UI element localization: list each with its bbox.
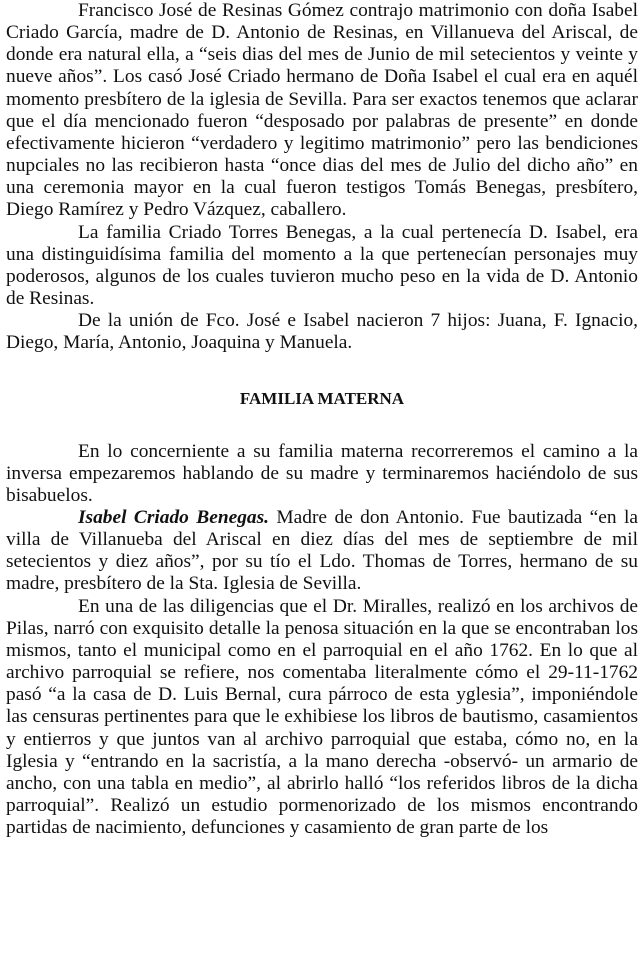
paragraph-marriage: Francisco José de Resinas Gómez contrajo matrimonio con doña Isabel Criado García, madre de D. Antonio de Resinas, en Villanueva del Ariscal, de donde era natural ella, a “seis dias del mes de Junio de mil setecientos y veinte y nueve años”. Los casó José Criado hermano de Doña Isabel el cual era en aquél momento presbítero de la iglesia de Sevilla. Para ser exactos tenemos que aclarar que el día mencionado fueron “desposado por palabras de presente” en donde efectivamente hicieron “verdadero y legitimo matrimonio” pero las bendiciones nupciales no las recibieron hasta “once dias del mes de Julio del dicho año” en una ceremonia mayor en la cual fueron testigos Tomás Benegas, presbítero, Diego Ramírez y Pedro Vázquez, caballero. [6, 0, 638, 221]
paragraph-maternal-intro: En lo concerniente a su familia materna recorreremos el camino a la inversa empezaremos hablando de su madre y terminaremos haciéndolo de sus bisabuelos. [6, 440, 638, 506]
isabel-text: Madre de don Antonio. Fue bautizada “en la villa de Villanueba del Ariscal en diez días del mes de septiembre de mil setecientos y diez años”, por su tío el Ldo. Thomas de Torres, hermano de su madre, presbítero de la Sta. Iglesia de Sevilla. [6, 506, 638, 595]
paragraph-children: De la unión de Fco. José e Isabel nacieron 7 hijos: Juana, F. Ignacio, Diego, María, Antonio, Joaquina y Manuela. [6, 310, 638, 354]
document-page [6, 0, 638, 839]
paragraph-family: La familia Criado Torres Benegas, a la cual pertenecía D. Isabel, era una distinguidísima familia del momento a la que pertenecían personajes muy poderosos, algunos de los cuales tuvieron mucho peso en la vida de D. Antonio de Resinas. [6, 221, 638, 310]
section-heading: FAMILIA MATERNA [239, 388, 405, 408]
isabel-name: Isabel Criado Benegas. [78, 506, 269, 528]
paragraph-isabel [6, 507, 638, 596]
paragraph-archive: En una de las diligencias que el Dr. Miralles, realizó en los archivos de Pilas, narró con exquisito detalle la penosa situación en la que se encontraban los mismos, tanto el municipal como en el parroquial en el año 1762. En lo que al archivo parroquial se refiere, nos comentaba literalmente cómo el 29-11-1762 pasó “a la casa de D. Luis Bernal, cura párroco de esta yglesia”, imponiéndole las censuras pertinentes para que le exhibiese los libros de bautismo, casamientos y entierros y que juntos van al archivo parroquial que estaba, cómo no, en la Iglesia y “entrando en la sacristía, a la mano derecha -observó- un armario de ancho, con una tabla en medio”, al abrirlo halló “los referidos libros de la dicha parroquial”. Realizó un estudio pormenorizado de los mismos encontrando partidas de nacimiento, defunciones y casamiento de gran parte de los [6, 595, 638, 839]
